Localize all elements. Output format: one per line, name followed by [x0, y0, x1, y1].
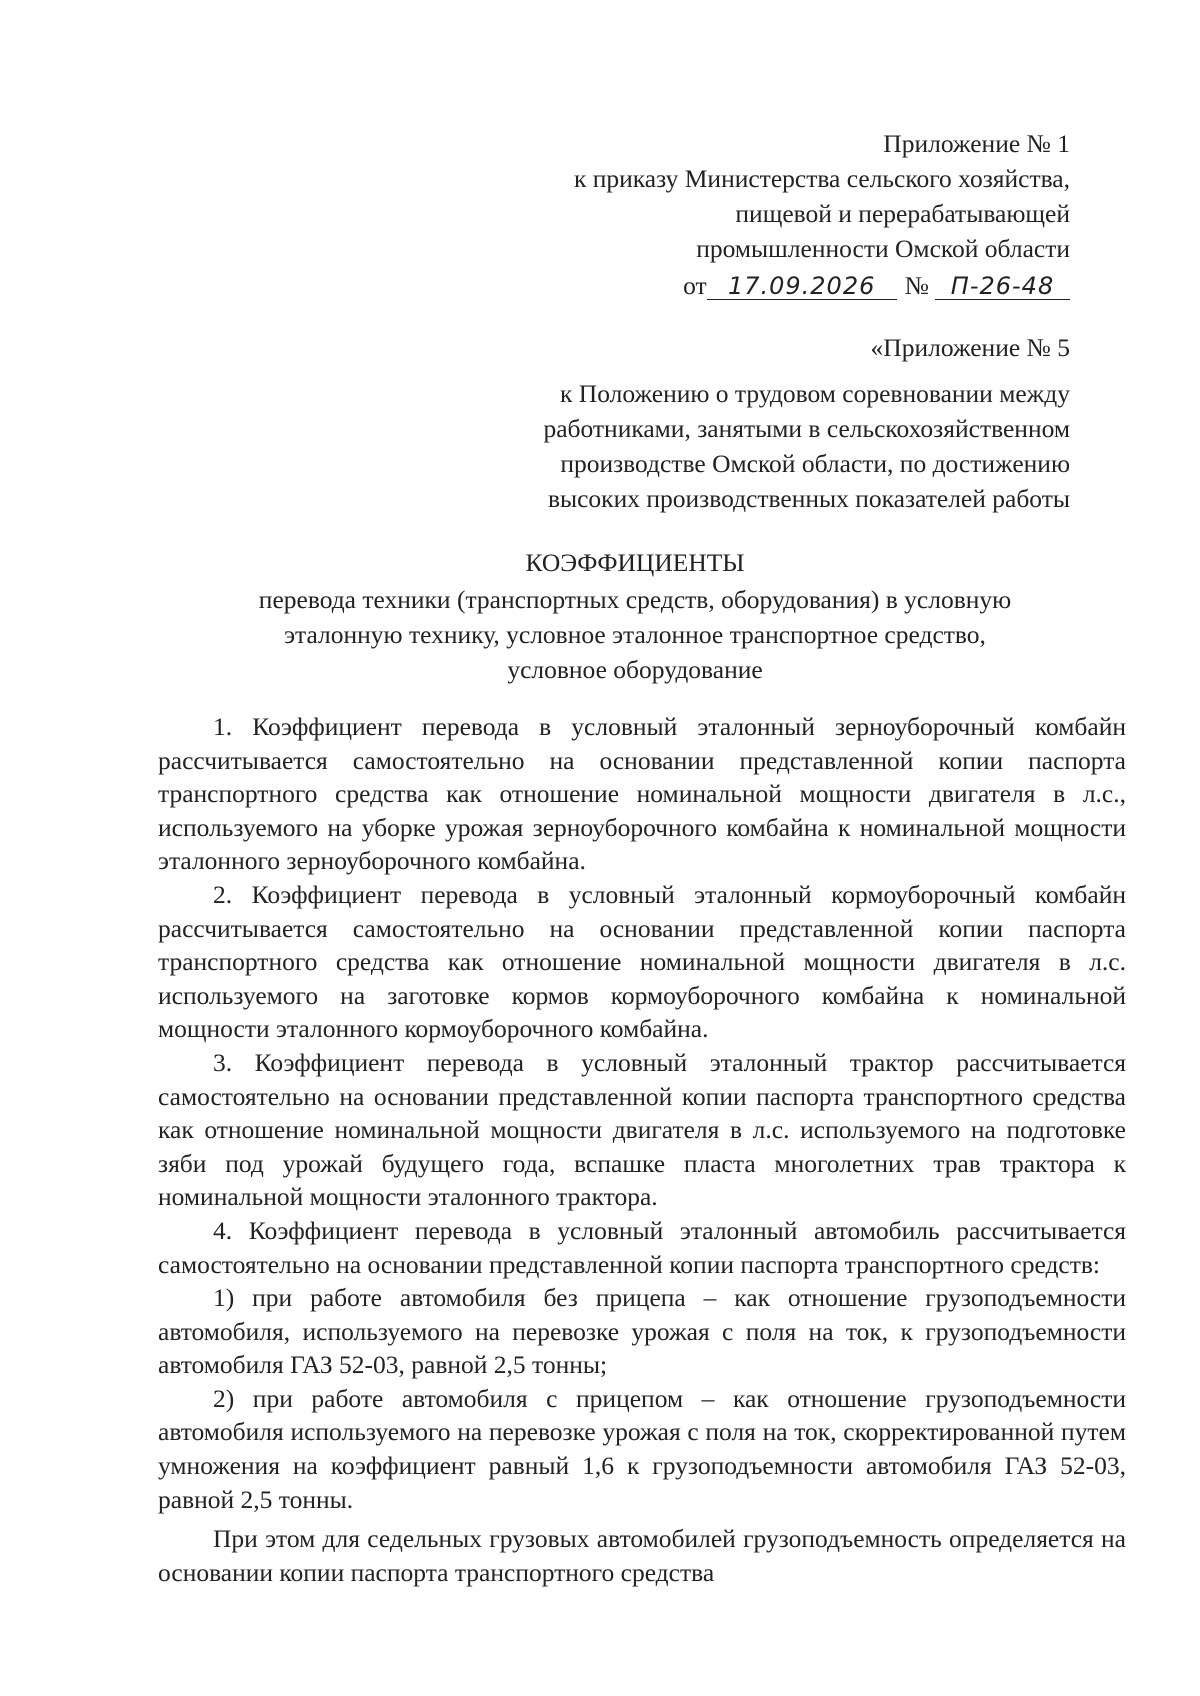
subtitle-line-1: перевода техники (транспортных средств, оборудования) в условную	[258, 585, 1012, 614]
appendix-reference-block	[543, 330, 1070, 516]
paragraph-2: 2. Коэффициент перевода в условный эталонный кормоуборочный комбайн рассчитывается самостоятельно на основании представленной копии паспорта транспортного средства как отношение номинальной мощности двигателя в л.с. используемого на заготовке кормов кормоуборочного комбайна к номинальной мощности эталонного кормоуборочного комбайна.	[158, 879, 1126, 1044]
appendix-line-4: высоких производственных показателей работы	[547, 484, 1070, 513]
paragraph-4: 4. Коэффициент перевода в условный эталонный автомобиль рассчитывается самостоятельно на основании представленной копии паспорта транспортного средств:	[158, 1215, 1126, 1279]
order-ministry-line-3: промышленности Омской области	[696, 234, 1070, 263]
paragraph-1: 1. Коэффициент перевода в условный эталонный зерноуборочный комбайн рассчитывается самостоятельно на основании представленной копии паспорта транспортного средства как отношение номинальной мощности двигателя в л.с., используемого на уборке урожая зерноуборочного комбайна к номинальной мощности эталонного зерноуборочного комбайна.	[158, 712, 1126, 876]
number-sign: №	[904, 271, 929, 300]
date-prefix: от	[683, 271, 707, 300]
order-header	[574, 126, 1070, 303]
order-ministry-line: к приказу Министерства сельского хозяйства,	[573, 164, 1070, 193]
appendix-number: Приложение № 1	[883, 129, 1070, 158]
appendix-line-1: к Положению о трудовом соревновании между	[560, 379, 1070, 408]
appendix-line-3: производстве Омской области, по достижению	[560, 449, 1070, 478]
document-subtitle	[0, 582, 1200, 687]
order-ministry-line-2: пищевой и перерабатывающей	[735, 199, 1070, 228]
subtitle-line-3: условное оборудование	[507, 655, 763, 684]
handwritten-order-number: П-26-48	[935, 273, 1070, 300]
order-date-number-line	[574, 268, 1070, 303]
paragraph-4-item-2: 2) при работе автомобиля с прицепом – как отношение грузоподъемности автомобиля используемого на перевозке урожая с поля на ток, скорректированной путем умножения на коэффициент равный 1,6 к грузоподъемности автомобиля ГАЗ 52-03, равной 2,5 тонны.	[158, 1383, 1126, 1514]
subtitle-line-2: эталонную технику, условное эталонное транспортное средство,	[284, 620, 986, 649]
document-title: КОЭФФИЦИЕНТЫ	[525, 548, 745, 577]
paragraph-4-item-1: 1) при работе автомобиля без прицепа – как отношение грузоподъемности автомобиля, используемого на перевозке урожая с поля на ток, к грузоподъемности автомобиля ГАЗ 52-03, равной 2,5 тонны;	[158, 1283, 1126, 1380]
paragraph-3: 3. Коэффициент перевода в условный эталонный трактор рассчитывается самостоятельно на основании представленной копии паспорта транспортного средства как отношение номинальной мощности двигателя в л.с. используемого на подготовке зяби под урожай будущего года, вспашке пласта многолетних трав трактора к номинальной мощности эталонного трактора.	[158, 1047, 1126, 1212]
appendix-line-2: работниками, занятыми в сельскохозяйственном	[543, 414, 1070, 443]
document-body	[158, 710, 1126, 1589]
handwritten-date: 17.09.2026	[707, 273, 897, 300]
paragraph-semitrailer: При этом для седельных грузовых автомобилей грузоподъемность определяется на основании копии паспорта транспортного средства	[158, 1524, 1126, 1587]
appendix-title: «Приложение № 5	[870, 333, 1070, 362]
